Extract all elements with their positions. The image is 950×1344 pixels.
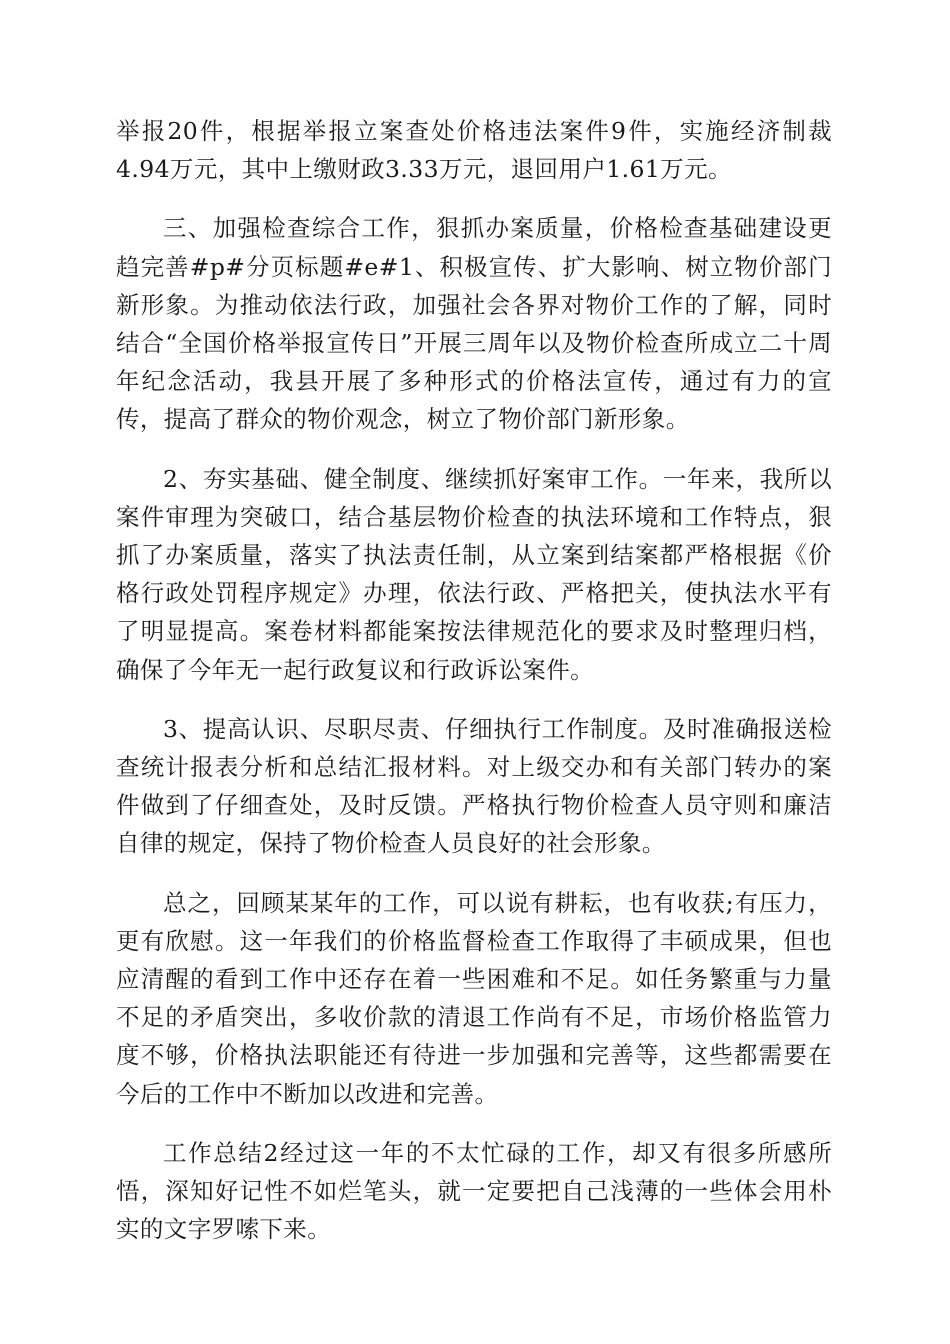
paragraph-item-two: 2、夯实基础、健全制度、继续抓好案审工作。一年来，我所以案件审理为突破口，结合基层物价检查的执法环境和工作特点，狠抓了办案质量，落实了执法责任制，从立案到结案都严格根据《价格行政处罚程序规定》办理，依法行政、严格把关，使执法水平有了明显提高。案卷材料都能案按法律规范化的要求及时整理归档，确保了今年无一起行政复议和行政诉讼案件。 xyxy=(116,464,832,684)
document-body xyxy=(116,112,832,1248)
paragraph-item-three: 3、提高认识、尽职尽责、仔细执行工作制度。及时准确报送检查统计报表分析和总结汇报材料。对上级交办和有关部门转办的案件做到了仔细查处，及时反馈。严格执行物价检查人员守则和廉洁自律的规定，保持了物价检查人员良好的社会形象。 xyxy=(116,714,832,858)
paragraph-work-summary-two: 工作总结2经过这一年的不太忙碌的工作，却又有很多所感所悟，深知好记性不如烂笔头，就一定要把自己浅薄的一些体会用朴实的文字罗嗦下来。 xyxy=(116,1138,832,1244)
paragraph-continuation: 举报20件，根据举报立案查处价格违法案件9件，实施经济制裁4.94万元，其中上缴财政3.33万元，退回用户1.61万元。 xyxy=(116,117,832,184)
paragraph-section-three: 三、加强检查综合工作，狠抓办案质量，价格检查基础建设更趋完善#p#分页标题#e#1、积极宣传、扩大影响、树立物价部门新形象。为推动依法行政，加强社会各界对物价工作的了解，同时结合“全国价格举报宣传日”开展三周年以及物价检查所成立二十周年纪念活动，我县开展了多种形式的价格法宣传，通过有力的宣传，提高了群众的物价观念，树立了物价部门新形象。 xyxy=(116,214,832,434)
paragraph-summary: 总之，回顾某某年的工作，可以说有耕耘，也有收获;有压力，更有欣慰。这一年我们的价格监督检查工作取得了丰硕成果，但也应清醒的看到工作中还存在着一些困难和不足。如任务繁重与力量不足的矛盾突出，多收价款的清退工作尚有不足，市场价格监管力度不够，价格执法职能还有待进一步加强和完善等，这些都需要在今后的工作中不断加以改进和完善。 xyxy=(116,888,832,1108)
